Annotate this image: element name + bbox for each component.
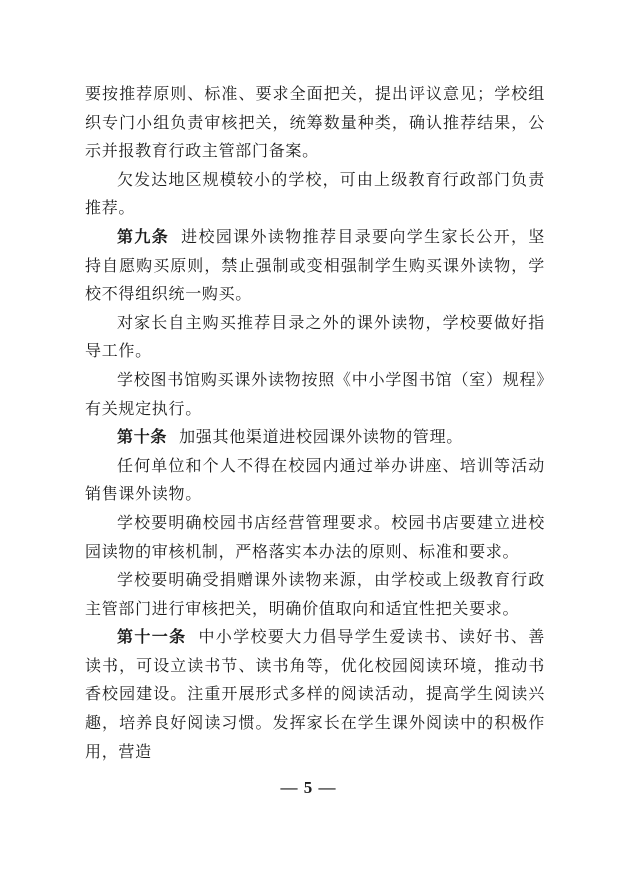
paragraph-text: 进校园课外读物推荐目录要向学生家长公开，坚持自愿购买原则，禁止强制或变相强制学生购买课外读物，学校不得组织统一购买。 [85, 226, 546, 304]
article-9 [85, 223, 545, 309]
paragraph [85, 509, 545, 566]
article-10 [85, 423, 545, 452]
paragraph [85, 366, 545, 423]
paragraph-text: 要按推荐原则、标准、要求全面把关，提出评议意见；学校组织专门小组负责审核把关，统筹数量种类，确认推荐结果，公示并报教育行政主管部门备案。 [85, 84, 545, 161]
paragraph-text: 学校要明确受捐赠课外读物来源，由学校或上级教育行政主管部门进行审核把关，明确价值取向和适宜性把关要求。 [85, 570, 545, 618]
article-11 [85, 623, 545, 766]
paragraph-continued [85, 80, 545, 166]
paragraph-text: 加强其他渠道进校园课外读物的管理。 [179, 427, 464, 447]
article-heading: 第十一条 [117, 627, 187, 647]
paragraph-text: 中小学校要大力倡导学生爱读书、读好书、善读书，可设立读书节、读书角等，优化校园阅读环境，推动书香校园建设。注重开展形式多样的阅读活动，提高学生阅读兴趣，培养良好阅读习惯。发挥家长在学生课外阅读中的积极作用，营造 [85, 627, 545, 761]
article-heading: 第九条 [117, 226, 170, 246]
paragraph-text: 任何单位和个人不得在校园内通过举办讲座、培训等活动销售课外读物。 [85, 455, 545, 504]
paragraph-text: 学校图书馆购买课外读物按照《中小学图书馆（室）规程》有关规定执行。 [85, 369, 545, 418]
page-number: — 5 — [280, 778, 337, 797]
paragraph-text: 对家长自主购买推荐目录之外的课外读物，学校要做好指导工作。 [85, 312, 545, 361]
article-heading: 第十条 [117, 427, 168, 447]
paragraph-text: 学校要明确校园书店经营管理要求。校园书店要建立进校园读物的审核机制，严格落实本办法的原则、标准和要求。 [85, 512, 545, 561]
paragraph-text: 欠发达地区规模较小的学校，可由上级教育行政部门负责推荐。 [85, 169, 545, 218]
paragraph [85, 452, 545, 509]
paragraph [85, 566, 545, 623]
paragraph [85, 309, 545, 366]
paragraph [85, 166, 545, 223]
document-body [85, 80, 545, 766]
